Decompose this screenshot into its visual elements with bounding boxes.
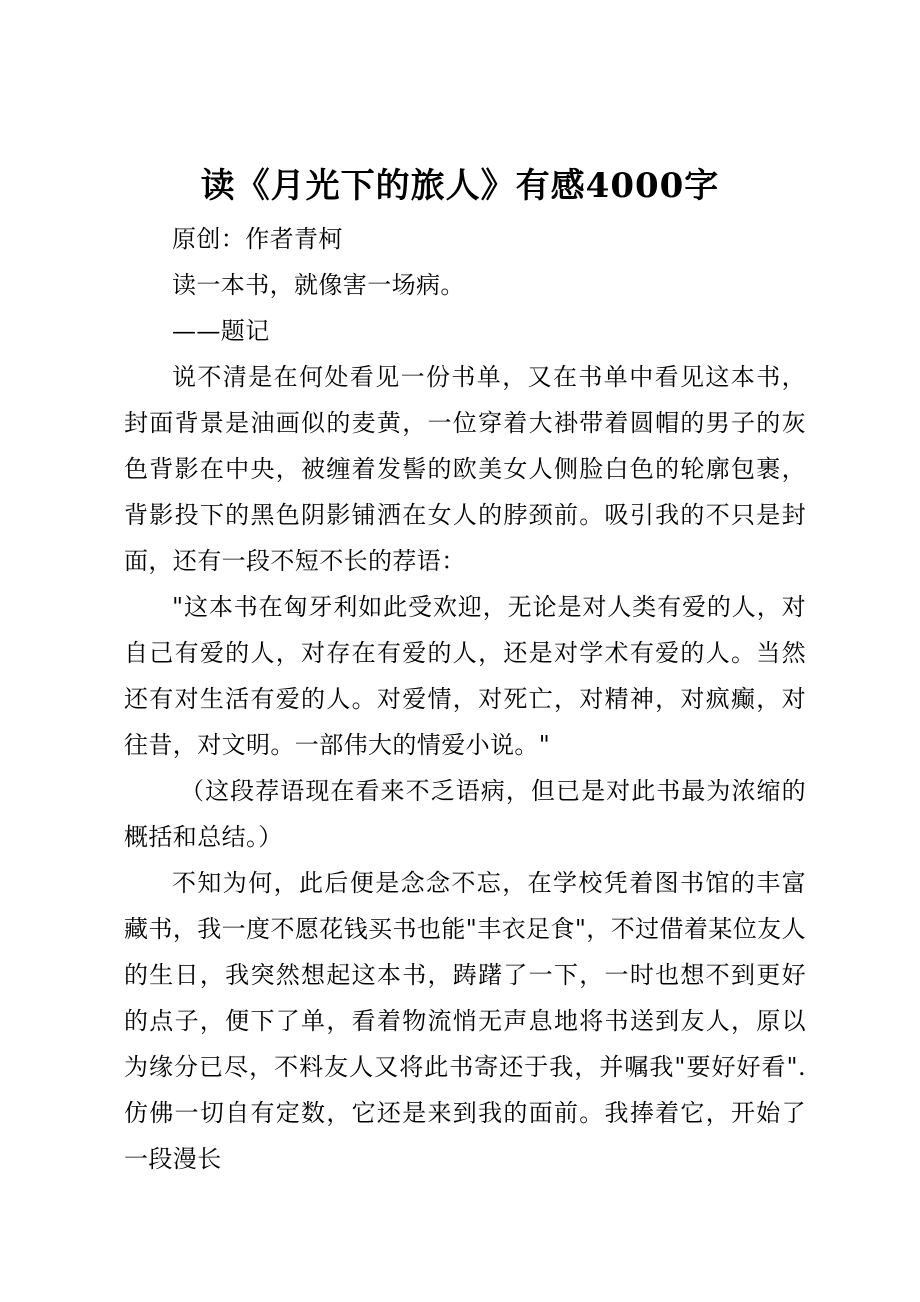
paragraph-4: 不知为何，此后便是念念不忘，在学校凭着图书馆的丰富藏书，我一度不愿花钱买书也能"丰衣足食"，不过借着某位友人的生日，我突然想起这本书，踌躇了一下，一时也想不到更好的点子，便下了单，看着物流悄无声息地将书送到友人，原以为缘分已尽，不料友人又将此书寄还于我，并嘱我"要好好看".仿佛一切自有定数，它还是来到我的面前。我捧着它，开始了一段漫长 [124,869,806,1173]
epigraph: 读一本书，就像害一场病。 [172,271,465,299]
paragraph-3-note: （这段荐语现在看来不乏语病，但已是对此书最为浓缩的概括和总结。） [124,777,806,851]
author-line: 原创：作者青柯 [172,225,343,253]
document-body [124,216,806,1182]
document-title: 读《月光下的旅人》有感4000字 [200,166,720,206]
paragraph-1: 说不清是在何处看见一份书单，又在书单中看见这本书，封面背景是油画似的麦黄，一位穿着大褂带着圆帽的男子的灰色背影在中央，被缠着发髻的欧美女人侧脸白色的轮廓包裹，背影投下的黑色阴影铺洒在女人的脖颈前。吸引我的不只是封面，还有一段不短不长的荐语： [124,363,806,575]
epigraph-source: ——题记 [172,317,270,345]
paragraph-2-quote: "这本书在匈牙利如此受欢迎，无论是对人类有爱的人，对自己有爱的人，对存在有爱的人，还是对学术有爱的人。当然还有对生活有爱的人。对爱情，对死亡，对精神，对疯癫，对往昔，对文明。一部伟大的情爱小说。" [124,593,806,759]
